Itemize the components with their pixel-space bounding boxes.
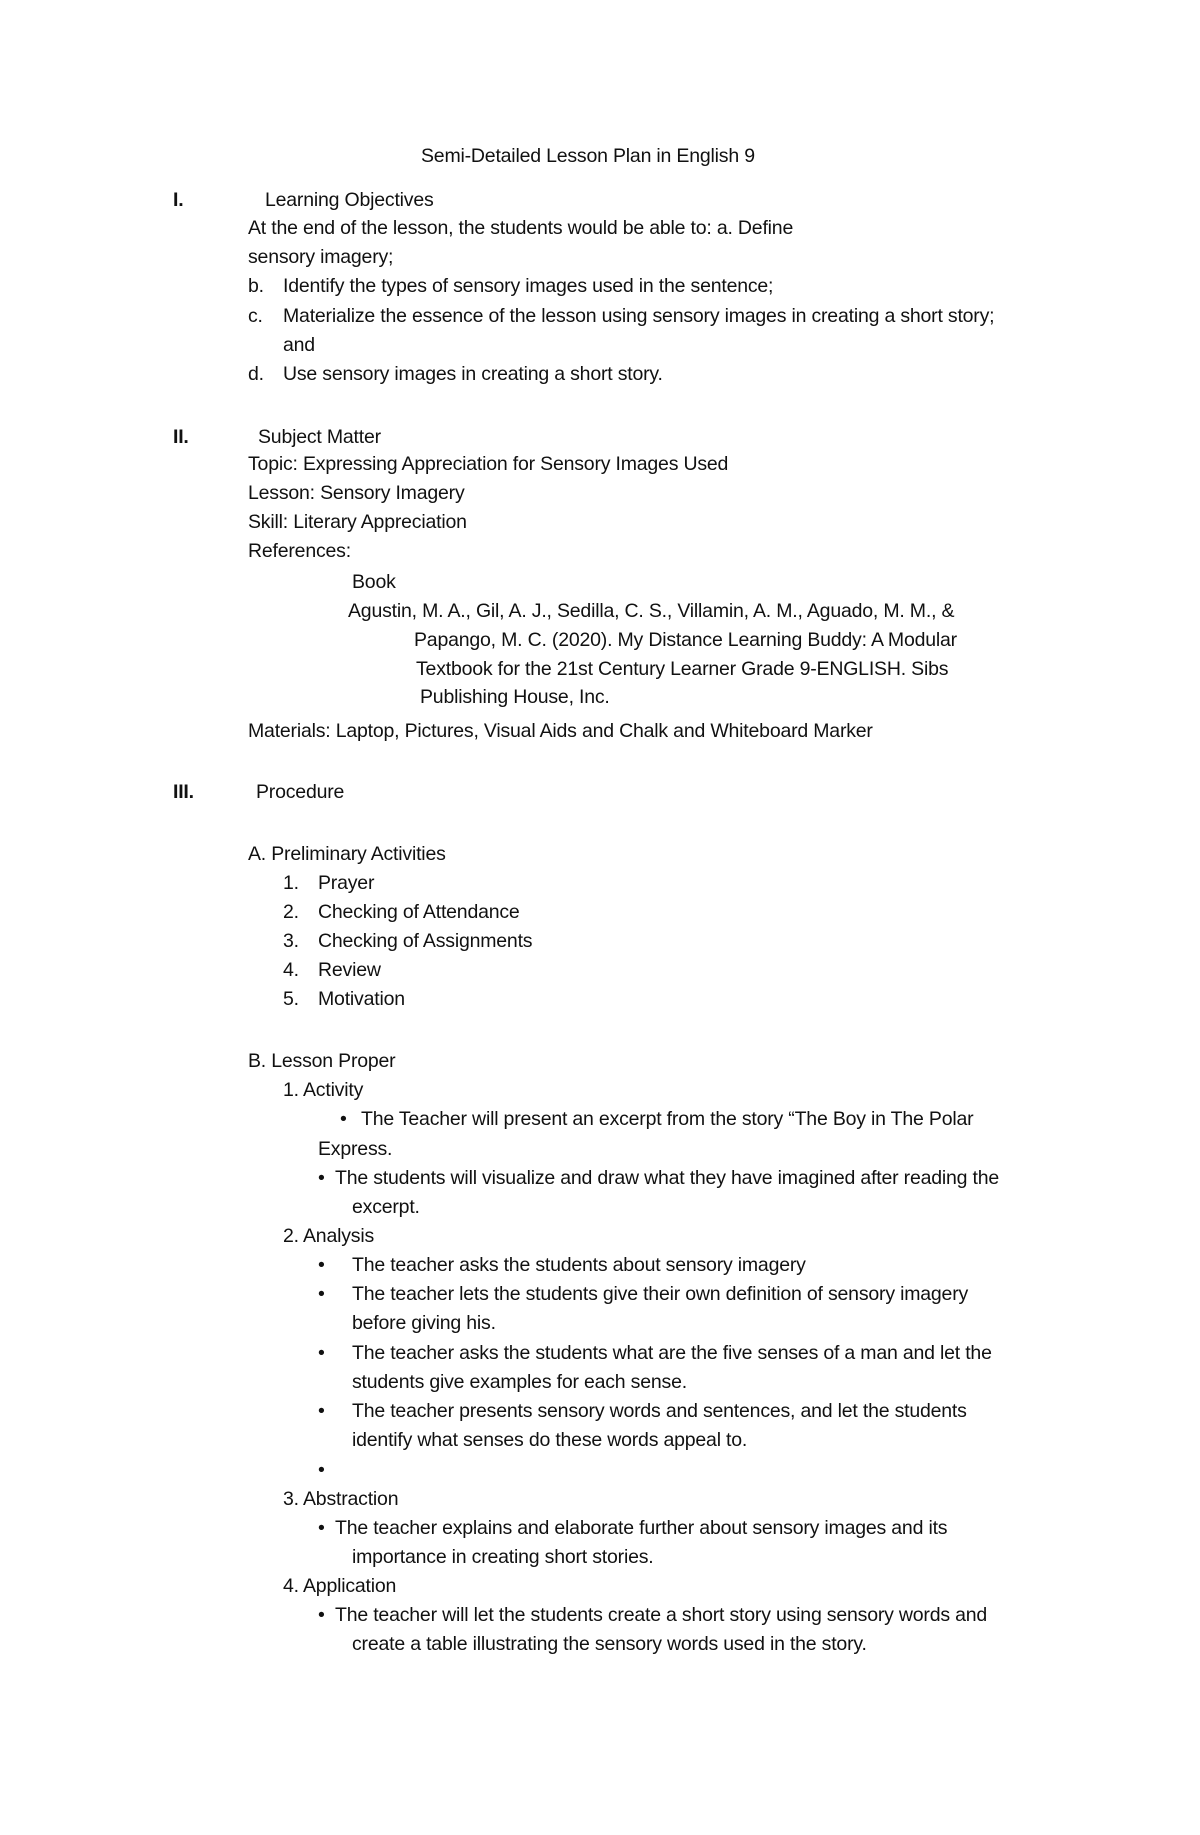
bullet-icon: • <box>318 1604 325 1626</box>
bullet-icon: • <box>340 1108 347 1130</box>
analysis-bullet-4-line-2: identify what senses do these words appeal to. <box>352 1429 748 1451</box>
prelim-item-text: Prayer <box>318 872 375 894</box>
objective-c-text-line-1: Materialize the essence of the lesson using sensory images in creating a short story; <box>283 305 995 327</box>
analysis-heading: 2. Analysis <box>283 1225 375 1247</box>
activity-bullet-2-line-1: The students will visualize and draw what they have imagined after reading the <box>335 1167 1000 1189</box>
subject-skill: Skill: Literary Appreciation <box>248 511 467 533</box>
section-3-heading: Procedure <box>256 781 345 803</box>
bullet-icon: • <box>318 1167 325 1189</box>
objective-d-letter: d. <box>248 363 264 385</box>
prelim-item-number: 5. <box>283 988 299 1010</box>
reference-citation-line-1: Agustin, M. A., Gil, A. J., Sedilla, C. S., Villamin, A. M., Aguado, M. M., & <box>348 600 955 622</box>
objective-b-letter: b. <box>248 275 264 297</box>
objective-b-text: Identify the types of sensory images used in the sentence; <box>283 275 774 297</box>
page-title: Semi-Detailed Lesson Plan in English 9 <box>421 145 755 167</box>
objectives-intro-line-2: sensory imagery; <box>248 246 394 268</box>
abstraction-bullet-1-line-1: The teacher explains and elaborate further about sensory images and its <box>335 1517 948 1539</box>
section-2-heading: Subject Matter <box>258 426 381 448</box>
abstraction-bullet-1-line-2: importance in creating short stories. <box>352 1546 654 1568</box>
prelim-item-text: Review <box>318 959 381 981</box>
analysis-bullet-2-line-2: before giving his. <box>352 1312 496 1334</box>
analysis-bullet-2-line-1: The teacher lets the students give their own definition of sensory imagery <box>352 1283 969 1305</box>
prelim-item-number: 3. <box>283 930 299 952</box>
objectives-intro-line-1: At the end of the lesson, the students would be able to: a. Define <box>248 217 794 239</box>
activity-bullet-1-line-1: The Teacher will present an excerpt from the story “The Boy in The Polar <box>361 1108 974 1130</box>
section-3-numeral: III. <box>173 781 194 803</box>
prelim-item-text: Checking of Assignments <box>318 930 533 952</box>
prelim-item-text: Motivation <box>318 988 405 1010</box>
references-label: References: <box>248 540 351 562</box>
bullet-icon: • <box>318 1459 325 1481</box>
objective-c-text-line-2: and <box>283 334 315 356</box>
bullet-icon: • <box>318 1283 325 1305</box>
bullet-icon: • <box>318 1400 325 1422</box>
objective-c-letter: c. <box>248 305 263 327</box>
section-1-heading: Learning Objectives <box>265 189 434 211</box>
reference-citation-line-3: Textbook for the 21st Century Learner Grade 9-ENGLISH. Sibs <box>416 658 949 680</box>
application-bullet-1-line-1: The teacher will let the students create a short story using sensory words and <box>335 1604 988 1626</box>
reference-citation-line-4: Publishing House, Inc. <box>420 686 610 708</box>
application-bullet-1-line-2: create a table illustrating the sensory words used in the story. <box>352 1633 867 1655</box>
application-heading: 4. Application <box>283 1575 397 1597</box>
prelim-item-number: 1. <box>283 872 299 894</box>
subject-topic: Topic: Expressing Appreciation for Sensory Images Used <box>248 453 729 475</box>
prelim-item-number: 2. <box>283 901 299 923</box>
section-1-numeral: I. <box>173 189 184 211</box>
analysis-bullet-3-line-2: students give examples for each sense. <box>352 1371 687 1393</box>
activity-heading: 1. Activity <box>283 1079 364 1101</box>
bullet-icon: • <box>318 1342 325 1364</box>
abstraction-heading: 3. Abstraction <box>283 1488 399 1510</box>
bullet-icon: • <box>318 1254 325 1276</box>
preliminary-activities-heading: A. Preliminary Activities <box>248 843 446 865</box>
analysis-bullet-4-line-1: The teacher presents sensory words and sentences, and let the students <box>352 1400 967 1422</box>
activity-bullet-1-line-2: Express. <box>318 1138 393 1160</box>
objective-d-text: Use sensory images in creating a short story. <box>283 363 663 385</box>
bullet-icon: • <box>318 1517 325 1539</box>
prelim-item-number: 4. <box>283 959 299 981</box>
subject-lesson: Lesson: Sensory Imagery <box>248 482 465 504</box>
subject-materials: Materials: Laptop, Pictures, Visual Aids and Chalk and Whiteboard Marker <box>248 720 873 742</box>
analysis-bullet-1: The teacher asks the students about sensory imagery <box>352 1254 806 1276</box>
analysis-bullet-3-line-1: The teacher asks the students what are the five senses of a man and let the <box>352 1342 992 1364</box>
reference-citation-line-2: Papango, M. C. (2020). My Distance Learning Buddy: A Modular <box>414 629 957 651</box>
prelim-item-text: Checking of Attendance <box>318 901 520 923</box>
section-2-numeral: II. <box>173 426 189 448</box>
activity-bullet-2-line-2: excerpt. <box>352 1196 420 1218</box>
lesson-proper-heading: B. Lesson Proper <box>248 1050 396 1072</box>
reference-book-label: Book <box>352 571 396 593</box>
